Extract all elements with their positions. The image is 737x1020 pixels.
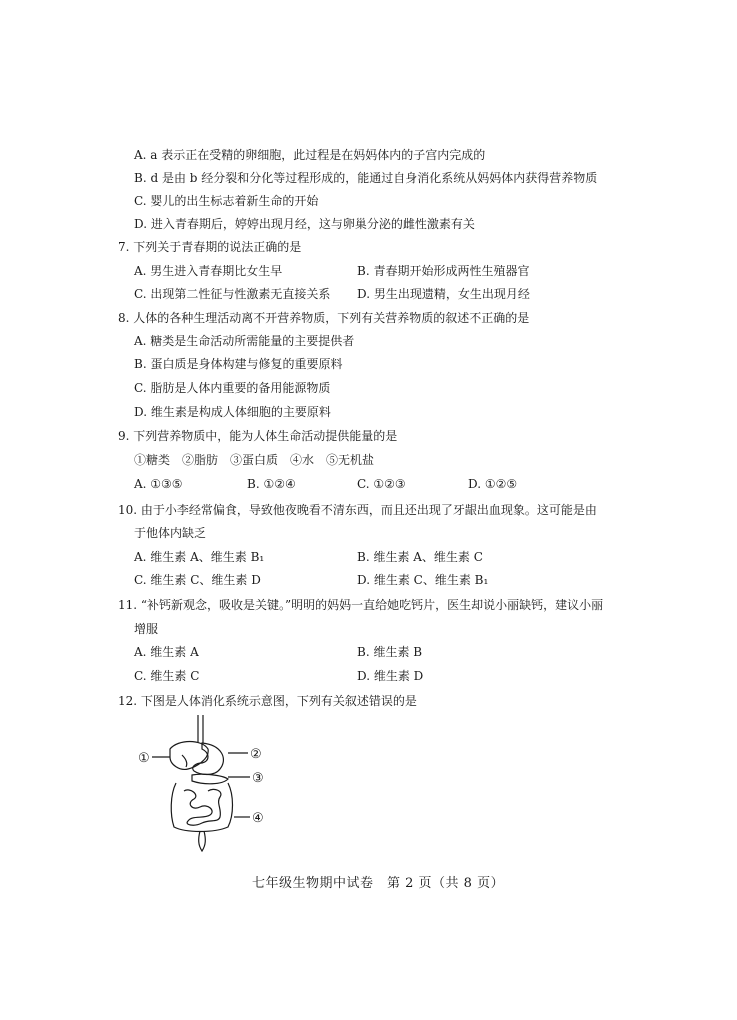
label-1: ① <box>138 751 150 766</box>
q8-option-d: D. 维生素是构成人体细胞的主要原料 <box>134 405 331 419</box>
rectum-shape <box>199 831 206 851</box>
q6-option-a: A. a 表示正在受精的卵细胞，此过程是在妈妈体内的子宫内完成的 <box>134 148 486 162</box>
q10-option-a: A. 维生素 A、维生素 B₁ <box>134 550 265 564</box>
label-2: ② <box>250 747 262 762</box>
q9-items: ①糖类 ②脂肪 ③蛋白质 ④水 ⑤无机盐 <box>134 453 375 467</box>
q6-option-c: C. 婴儿的出生标志着新生命的开始 <box>134 194 319 208</box>
q9-stem: 9. 下列营养物质中，能为人体生命活动提供能量的是 <box>118 429 398 443</box>
large-intestine-shape <box>171 783 232 832</box>
q9-option-d: D. ①②⑤ <box>468 477 518 491</box>
q8-option-b: B. 蛋白质是身体构建与修复的重要原料 <box>134 357 343 371</box>
q10-option-d: D. 维生素 C、维生素 B₁ <box>357 573 489 587</box>
digestive-system-diagram <box>130 715 280 858</box>
q11-option-b: B. 维生素 B <box>357 645 423 659</box>
q8-option-c: C. 脂肪是人体内重要的备用能源物质 <box>134 381 331 395</box>
q6-option-b: B. d 是由 b 经分裂和分化等过程形成的，能通过自身消化系统从妈妈体内获得营养物质 <box>134 171 598 185</box>
q10-stem-line2: 于他体内缺乏 <box>134 526 207 540</box>
q11-option-a: A. 维生素 A <box>134 645 199 659</box>
q6-option-d: D. 进入青春期后，婷婷出现月经，这与卵巢分泌的雌性激素有关 <box>134 217 475 231</box>
q8-option-a: A. 糖类是生命活动所需能量的主要提供者 <box>134 334 355 348</box>
q9-option-a: A. ①③⑤ <box>134 477 183 491</box>
q12-stem: 12. 下图是人体消化系统示意图，下列有关叙述错误的是 <box>118 694 417 708</box>
q9-option-c: C. ①②③ <box>357 477 406 491</box>
q11-stem-line2: 增服 <box>134 622 159 636</box>
pancreas-shape <box>192 774 228 784</box>
q11-option-d: D. 维生素 D <box>357 669 424 683</box>
q10-option-b: B. 维生素 A、维生素 C <box>357 550 483 564</box>
label-3: ③ <box>252 771 264 786</box>
q9-option-b: B. ①②④ <box>247 477 296 491</box>
q7-option-c: C. 出现第二性征与性激素无直接关系 <box>134 287 331 301</box>
label-4: ④ <box>252 811 264 826</box>
q11-stem-line1: 11. “补钙新观念，吸收是关键。”明明的妈妈一直给她吃钙片，医生却说小丽缺钙，建议小丽 <box>118 598 604 612</box>
page-footer: 七年级生物期中试卷 第 2 页（共 8 页） <box>252 876 505 891</box>
q11-option-c: C. 维生素 C <box>134 669 200 683</box>
q7-option-a: A. 男生进入青春期比女生早 <box>134 264 283 278</box>
small-intestine-shape <box>184 789 221 825</box>
q7-stem: 7. 下列关于青春期的说法正确的是 <box>118 240 302 254</box>
q10-option-c: C. 维生素 C、维生素 D <box>134 573 261 587</box>
q7-option-d: D. 男生出现遗精，女生出现月经 <box>357 287 530 301</box>
stomach-shape <box>193 743 224 775</box>
q8-stem: 8. 人体的各种生理活动离不开营养物质，下列有关营养物质的叙述不正确的是 <box>118 311 530 325</box>
q7-option-b: B. 青春期开始形成两性生殖器官 <box>357 264 530 278</box>
q10-stem-line1: 10. 由于小李经常偏食，导致他夜晚看不清东西，而且还出现了牙龈出血现象。这可能是由 <box>118 503 597 517</box>
esophagus-shape <box>198 715 203 743</box>
